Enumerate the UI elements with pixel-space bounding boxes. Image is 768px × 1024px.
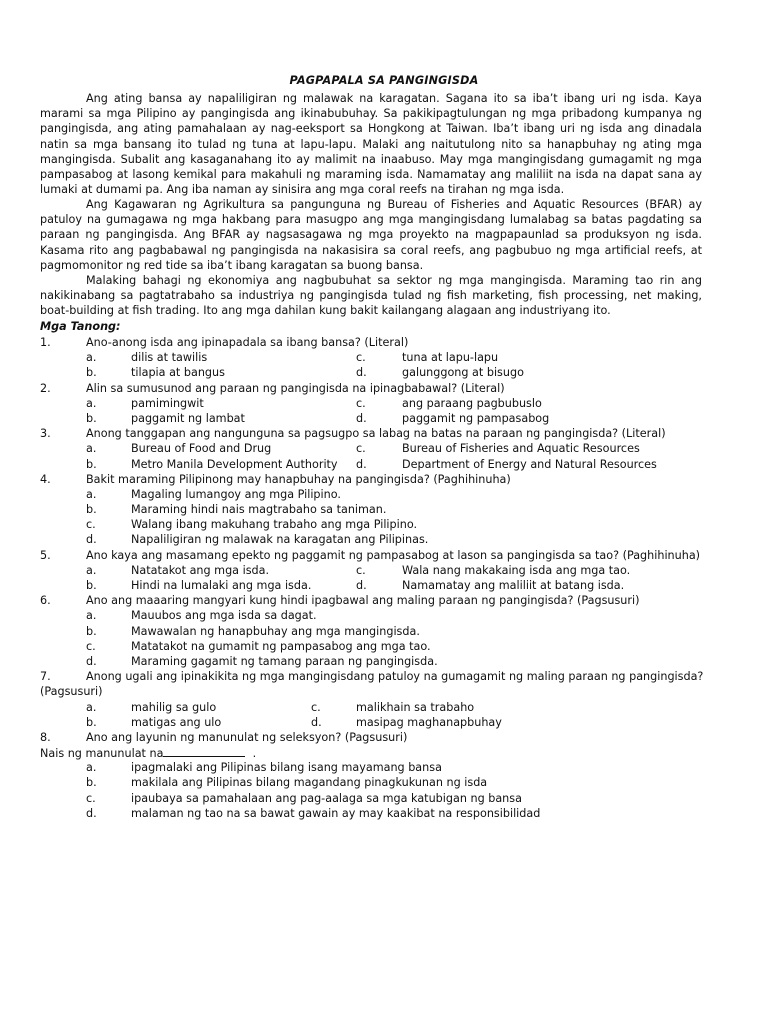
question-text: Ano-anong isda ang ipinapadala sa ibang bansa? (Literal): [86, 336, 409, 349]
option-row: [40, 441, 702, 456]
option-text: Bureau of Food and Drug: [131, 442, 272, 456]
option-text: Wala nang makakaing isda ang mga tao.: [402, 563, 631, 577]
question-2: [40, 381, 702, 396]
option-letter: c.: [356, 563, 366, 577]
option-text: Mauubos ang mga isda sa dagat.: [131, 609, 317, 623]
option-row: [40, 350, 702, 365]
option-text: Walang ibang makuhang trabaho ang mga Pilipino.: [131, 518, 418, 532]
option-letter: b.: [86, 457, 97, 471]
option-row: [40, 396, 702, 411]
option-text: Maraming gagamit ng tamang paraan ng pangingisda.: [131, 654, 438, 668]
option-letter: b.: [86, 579, 97, 592]
option-text: Natatakot ang mga isda.: [131, 563, 270, 577]
option-letter: c.: [356, 396, 366, 410]
question-text: Ano ang maaaring mangyari kung hindi ipagbawal ang maling paraan ng pangingisda? (Pagsusuri): [86, 594, 640, 608]
option-row: [40, 806, 702, 821]
option-text: Department of Energy and Natural Resources: [402, 457, 657, 471]
stem-period: .: [252, 747, 257, 761]
option-text: malaman ng tao na sa bawat gawain ay may kaakibat na responsibilidad: [131, 806, 541, 820]
question-8-continued: [40, 745, 702, 760]
option-letter: d.: [86, 533, 97, 547]
question-4: [40, 472, 702, 487]
option-text: Magaling lumangoy ang mga Pilipino.: [131, 487, 341, 501]
question-stem: [40, 745, 256, 761]
option-row: [40, 715, 702, 730]
option-text: Maraming hindi nais magtrabaho sa taniman.: [131, 503, 387, 517]
option-letter: b.: [86, 411, 97, 425]
option-text: ipaubaya sa pamahalaan ang pag-aalaga sa mga katubigan ng bansa: [131, 791, 522, 805]
option-letter: a.: [86, 761, 97, 775]
option-letter: d.: [86, 806, 97, 820]
option-text: paggamit ng pampasabog: [402, 411, 550, 425]
option-letter: b.: [86, 366, 97, 380]
option-text: Metro Manila Development Authority: [131, 457, 338, 471]
option-text: Bureau of Fisheries and Aquatic Resources: [402, 442, 640, 456]
option-letter: b.: [86, 503, 97, 517]
option-row: [40, 365, 702, 380]
option-row: [40, 517, 702, 532]
option-letter: d.: [86, 654, 97, 668]
question-number: 1.: [40, 336, 51, 349]
option-row: [40, 457, 702, 472]
option-row: [40, 760, 702, 775]
question-text: Ano ang layunin ng manunulat ng seleksyon? (Pagsusuri): [86, 730, 408, 744]
option-row: [40, 775, 702, 790]
option-letter: a.: [86, 609, 97, 623]
option-text: Matatakot na gumamit ng pampasabog ang mga tao.: [131, 639, 431, 653]
question-1: [40, 335, 702, 350]
option-row: [40, 700, 702, 715]
question-7-continued: [40, 684, 702, 699]
questions-list: [40, 335, 702, 821]
question-6: [40, 593, 702, 608]
document-title: PAGPAPALA SA PANGINGISDA: [289, 74, 479, 87]
option-text: Mawawalan ng hanapbuhay ang mga mangingisda.: [131, 624, 420, 638]
option-text: ipagmalaki ang Pilipinas bilang isang mayamang bansa: [131, 761, 442, 775]
answer-blank[interactable]: [163, 745, 245, 757]
option-letter: d.: [311, 715, 322, 729]
option-text: makilala ang Pilipinas bilang magandang pinagkukunan ng isda: [131, 776, 488, 790]
option-text: pamimingwit: [131, 396, 204, 410]
option-letter: c.: [356, 351, 366, 365]
option-letter: a.: [86, 487, 97, 501]
paragraph-2: Ang Kagawaran ng Agrikultura sa pangunguna ng Bureau of Fisheries and Aquatic Resources (BFAR) ay patuloy na gumagawa ng mga hakbang para masugpo ang mga mangingisdang lumalabag sa batas pagdating sa paraan ng pangingisda. Ang BFAR ay nagsasagawa ng mga proyekto na magpapaunlad sa produksyon ng isda. Kasama rito ang pagbabawal ng pangingisda na nakasisira sa coral reefs, ang pagbubuo ng mga artificial reefs, at pagmomonitor ng red tide sa iba’t ibang karagatan sa buong bansa.: [40, 198, 702, 272]
option-letter: b.: [86, 624, 97, 638]
option-row: [40, 791, 702, 806]
option-letter: d.: [356, 366, 367, 380]
option-letter: c.: [311, 700, 321, 714]
question-number: 2.: [40, 381, 51, 395]
option-row: [40, 502, 702, 517]
option-letter: d.: [356, 411, 367, 425]
option-text: ang paraang pagbubuslo: [402, 396, 542, 410]
option-row: [40, 563, 702, 578]
option-letter: c.: [86, 518, 96, 532]
paragraph-1: Ang ating bansa ay napaliligiran ng malawak na karagatan. Sagana ito sa iba’t ibang uri ng isda. Kaya marami sa mga Pilipino ay pangingisda ang ikinabubuhay. Sa pakikipagtulungan ng mga pribadong kumpanya ng pangingisda, ang ating pamahalaan ay nag-eeksport sa Hongkong at Taiwan. Iba’t ibang uri ng isda ang dinadala natin sa mga bansang ito tulad ng tuna at lapu-lapu. Malaki ang naitutulong nito sa hanapbuhay ng ating mga mangingisda. Subalit ang kasaganahang ito ay malimit na inaabuso. May mga mangingisdang gumagamit ng mga pampasabog at lasong kemikal para makahuli ng maraming isda. Namamatay ang maliliit na isda na dapat sana ay lumaki at dumami pa. Ang iba naman ay sinisira ang mga coral reefs na tirahan ng mga isda.: [40, 92, 702, 197]
paragraph-3: Malaking bahagi ng ekonomiya ang nagbubuhat sa sektor ng mga mangingisda. Maraming tao rin ang nakikinabang sa pagtatrabaho sa industriya ng pangingisda tulad ng fish marketing, fish processing, net making, boat-building at fish trading. Ito ang mga dahilan kung bakit kailangang alagaan ang industriyang ito.: [40, 274, 702, 318]
option-letter: a.: [86, 442, 97, 456]
option-row: [40, 639, 702, 654]
option-row: [40, 624, 702, 639]
option-text: mahilig sa gulo: [131, 700, 217, 714]
option-row: [40, 654, 702, 669]
question-3: [40, 426, 702, 441]
option-row: [40, 411, 702, 426]
question-number: 4.: [40, 472, 51, 486]
option-row: [40, 578, 702, 593]
option-letter: a.: [86, 563, 97, 577]
question-5: [40, 548, 702, 563]
question-text: Anong ugali ang ipinakikita ng mga mangingisdang patuloy na gumagamit ng maling paraan ng pangingisda?: [86, 670, 704, 684]
option-letter: b.: [86, 715, 97, 729]
stem-text: Nais ng manunulat na: [40, 747, 164, 761]
option-text: matigas ang ulo: [131, 715, 222, 729]
option-letter: d.: [356, 457, 367, 471]
question-text: Alin sa sumusunod ang paraan ng pangingisda na ipinagbabawal? (Literal): [86, 381, 505, 395]
option-row: [40, 532, 702, 547]
question-text: Anong tanggapan ang nangunguna sa pagsugpo sa labag na batas na paraan ng pangingisda? (Literal): [86, 427, 666, 441]
question-number: 6.: [40, 594, 51, 608]
option-letter: b.: [86, 776, 97, 790]
option-row: [40, 487, 702, 502]
question-text: Bakit maraming Pilipinong may hanapbuhay na pangingisda? (Paghihinuha): [86, 472, 511, 486]
option-text: Hindi na lumalaki ang mga isda.: [131, 579, 312, 592]
question-number: 7.: [40, 670, 51, 684]
option-row: [40, 608, 702, 623]
option-letter: a.: [86, 700, 97, 714]
option-text: malikhain sa trabaho: [356, 700, 475, 714]
option-text: galunggong at bisugo: [402, 366, 524, 380]
question-text: Ano kaya ang masamang epekto ng paggamit ng pampasabog at lason sa pangingisda sa tao? (Paghihinuha): [86, 548, 701, 562]
option-text: dilis at tawilis: [131, 351, 208, 365]
option-letter: a.: [86, 396, 97, 410]
option-letter: d.: [356, 579, 367, 592]
question-7: [40, 669, 702, 684]
question-8: [40, 730, 702, 745]
option-text: Napaliligiran ng malawak na karagatan ang Pilipinas.: [131, 533, 429, 547]
option-text: tilapia at bangus: [131, 366, 225, 380]
option-text: tuna at lapu-lapu: [402, 351, 499, 365]
question-number: 8.: [40, 730, 51, 744]
option-letter: a.: [86, 351, 97, 365]
option-text: Namamatay ang maliliit at batang isda.: [402, 579, 625, 592]
option-text: masipag maghanapbuhay: [356, 715, 502, 729]
option-letter: c.: [86, 639, 96, 653]
option-text: paggamit ng lambat: [131, 411, 245, 425]
question-number: 3.: [40, 427, 51, 441]
question-number: 5.: [40, 548, 51, 562]
option-letter: c.: [356, 442, 366, 456]
option-letter: c.: [86, 791, 96, 805]
question-text-continued: (Pagsusuri): [40, 685, 103, 699]
questions-heading: Mga Tanong:: [40, 320, 121, 333]
